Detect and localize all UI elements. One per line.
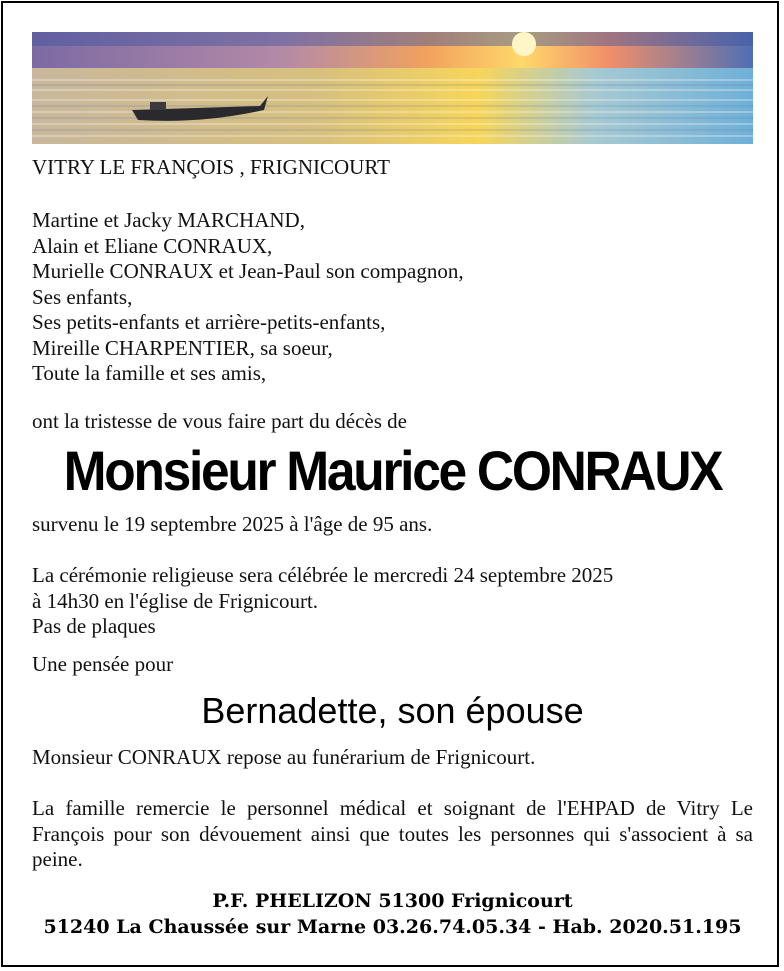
funeral-home-line-2: 51240 La Chaussée sur Marne 03.26.74.05.34 - Hab. 2020.51.195 xyxy=(43,916,742,938)
funeral-home-line-1: P.F. PHELIZON 51300 Frignicourt xyxy=(212,890,573,912)
spouse-name: Bernadette, son épouse xyxy=(201,690,584,731)
family-line: Ses petits-enfants et arrière-petits-enfants, xyxy=(32,310,386,334)
family-line: Murielle CONRAUX et Jean-Paul son compagnon, xyxy=(32,259,464,283)
ceremony-line: La cérémonie religieuse sera célébrée le mercredi 24 septembre 2025 xyxy=(32,563,614,587)
deceased-name: Monsieur Maurice CONRAUX xyxy=(63,439,722,502)
no-plaques-line: Pas de plaques xyxy=(32,614,156,638)
family-line: Toute la famille et ses amis, xyxy=(32,361,267,385)
family-line: Mireille CHARPENTIER, sa soeur, xyxy=(32,335,333,360)
sunset-boat-banner-image xyxy=(32,32,753,144)
family-line: Martine et Jacky MARCHAND, xyxy=(32,208,305,232)
family-line: Alain et Eliane CONRAUX, xyxy=(32,233,273,258)
family-line: Ses enfants, xyxy=(32,284,133,309)
ceremony-line: à 14h30 en l'église de Frignicourt. xyxy=(32,588,319,613)
death-info: survenu le 19 septembre 2025 à l'âge de 95 ans. xyxy=(32,512,433,536)
ceremony-block xyxy=(32,563,753,640)
announcement-line: ont la tristesse de vous faire part du décès de xyxy=(32,409,407,433)
thanks-paragraph: La famille remercie le personnel médical et soignant de l'EHPAD de Vitry Le François pour son dévouement ainsi que toutes les personnes qui s'associent à sa peine. xyxy=(32,796,753,871)
thought-intro: Une pensée pour xyxy=(32,652,174,676)
family-list xyxy=(32,208,753,387)
location-line: VITRY LE FRANÇOIS , FRIGNICOURT xyxy=(32,155,390,179)
rest-place-line: Monsieur CONRAUX repose au funérarium de Frignicourt. xyxy=(32,745,536,769)
